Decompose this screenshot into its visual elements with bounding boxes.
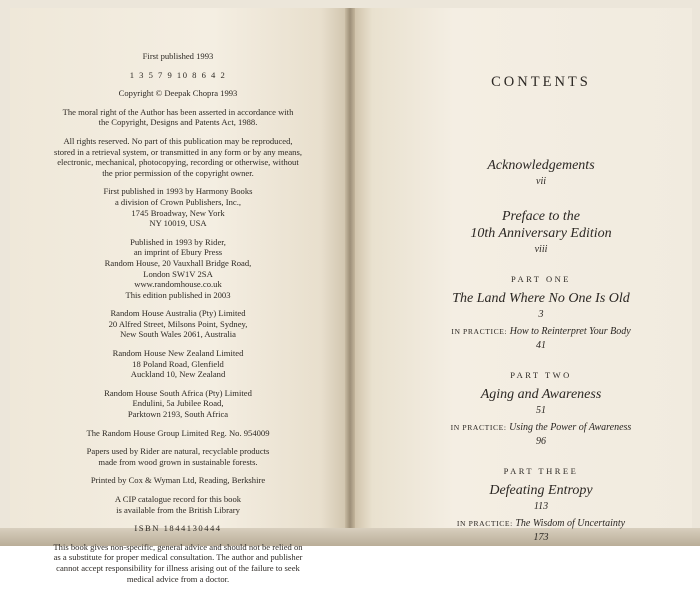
practice-prefix: IN PRACTICE: bbox=[450, 423, 507, 432]
toc-preface-page: viii bbox=[534, 244, 548, 255]
toc-part-two-page: 51 bbox=[536, 405, 546, 416]
contents-page bbox=[402, 74, 680, 544]
contents-heading: CONTENTS bbox=[491, 74, 591, 90]
toc-part-one-title: The Land Where No One Is Old bbox=[452, 291, 630, 306]
toc-part-one-page: 3 bbox=[538, 309, 544, 320]
copyright-notice: Copyright © Deepak Chopra 1993 bbox=[118, 88, 238, 99]
rights-reserved: All rights reserved. No part of this publication may be reproduced, stored in a retrieval system, or transmitted in any form or by any means, electronic, mechanical, photocopying, recording or otherwise, without the prior permission of the copyright owner. bbox=[54, 135, 302, 178]
book-gutter bbox=[345, 8, 355, 536]
toc-part-one-label: PART ONE bbox=[511, 274, 571, 284]
harmony-imprint: First published in 1993 by Harmony Books a division of Crown Publishers, Inc., 1745 Broadway, New York NY 10019, USA bbox=[103, 186, 253, 229]
isbn: ISBN 1844130444 bbox=[134, 523, 222, 534]
practice-title: The Wisdom of Uncertainty bbox=[515, 518, 626, 529]
toc-part-two-practice bbox=[402, 422, 680, 434]
practice-prefix: IN PRACTICE: bbox=[451, 327, 508, 336]
toc-part-three-title: Defeating Entropy bbox=[489, 483, 593, 498]
new-zealand-address: Random House New Zealand Limited 18 Poland Road, Glenfield Auckland 10, New Zealand bbox=[112, 348, 244, 380]
moral-rights: The moral right of the Author has been asserted in accordance with the Copyright, Designs and Patents Act, 1988. bbox=[62, 106, 294, 128]
first-published: First published 1993 bbox=[142, 51, 214, 61]
cip-record: A CIP catalogue record for this book is available from the British Library bbox=[114, 494, 242, 515]
rider-imprint: Published in 1993 by Rider, an imprint of Ebury Press Random House, 20 Vauxhall Bridge Road, London SW1V 2SA www.randomhouse.co.uk This edition published in 2003 bbox=[104, 236, 252, 300]
toc-part-two-practice-page: 96 bbox=[536, 436, 546, 447]
toc-part-three-practice-page: 173 bbox=[533, 532, 549, 543]
group-registration: The Random House Group Limited Reg. No. 954009 bbox=[86, 427, 270, 438]
australia-address: Random House Australia (Pty) Limited 20 Alfred Street, Milsons Point, Sydney, New South Wales 2061, Australia bbox=[108, 308, 248, 340]
printer: Printed by Cox & Wyman Ltd, Reading, Berkshire bbox=[90, 475, 266, 486]
practice-title: How to Reinterpret Your Body bbox=[509, 326, 631, 337]
toc-part-three-label: PART THREE bbox=[503, 466, 579, 476]
print-line: 1 3 5 7 9 10 8 6 4 2 bbox=[129, 69, 227, 80]
toc-preface-line2: 10th Anniversary Edition bbox=[470, 226, 612, 241]
practice-title: Using the Power of Awareness bbox=[509, 422, 632, 433]
toc-preface-line1: Preface to the bbox=[501, 209, 580, 224]
toc-part-two-label: PART TWO bbox=[510, 370, 572, 380]
practice-prefix: IN PRACTICE: bbox=[456, 519, 513, 528]
toc-part-three-practice bbox=[402, 518, 680, 530]
copyright-page bbox=[28, 51, 328, 592]
south-africa-address: Random House South Africa (Pty) Limited Endulini, 5a Jubilee Road, Parktown 2193, South Africa bbox=[104, 387, 252, 420]
toc-part-one-practice-page: 41 bbox=[536, 340, 546, 351]
toc-acknowledgements-page: vii bbox=[536, 176, 546, 187]
toc-part-three-page: 113 bbox=[533, 501, 549, 512]
toc-part-two-title: Aging and Awareness bbox=[480, 387, 602, 402]
paper-notice: Papers used by Rider are natural, recyclable products made from wood grown in sustainable forests. bbox=[86, 446, 270, 467]
medical-disclaimer: This book gives non-specific, general advice and should not be relied on as a substitute for proper medical consultation. The author and publisher cannot accept responsibility for illness arising out of the failure to seek medical advice from a doctor. bbox=[53, 541, 303, 584]
toc-acknowledgements: Acknowledgements bbox=[487, 158, 595, 173]
toc-part-one-practice bbox=[402, 326, 680, 338]
